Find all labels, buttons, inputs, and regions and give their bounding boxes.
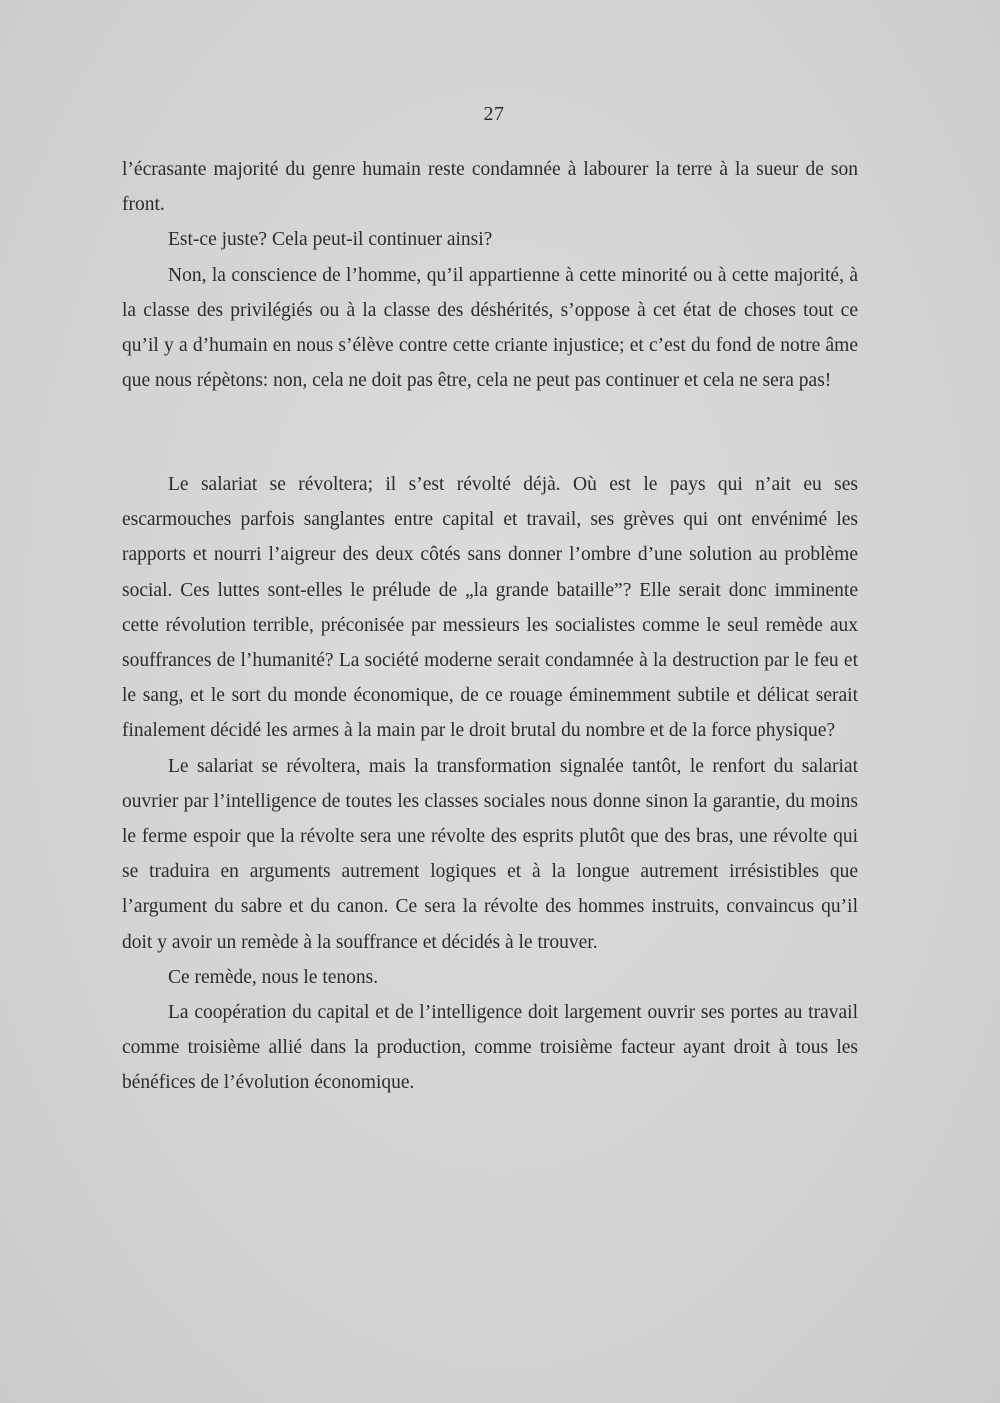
paragraph-2: Est-ce juste? Cela peut-il continuer ainsi? — [168, 229, 493, 251]
paragraph-5: Le salariat se révoltera, mais la transformation signalée tantôt, le renfort du salariat ouvrier par l’intelligence de toutes les classes sociales nous donne sinon la garantie, du moins le ferme espoir que la révolte sera une révolte des esprits plutôt que des bras, une révolte qui se traduira en arguments autrement logiques et à la longue autrement irrésistibles que l’argument du sabre et du canon. Ce sera la révolte des hommes instruits, convaincus qu’il doit y avoir un remède à la souffrance et décidés à le trouver. — [122, 755, 858, 953]
paragraph-6: Ce remède, nous le tenons. — [168, 966, 379, 988]
paragraph-7: La coopération du capital et de l’intelligence doit largement ouvrir ses portes au travail comme troisième allié dans la production, comme troisième facteur ayant droit à tous les bénéfices de l’évolution économique. — [122, 1002, 858, 1094]
paragraph-4: Le salariat se révoltera; il s’est révolté déjà. Où est le pays qui n’ait eu ses escarmouches parfois sanglantes entre capital et travail, ses grèves qui ont envénimé les rapports et nourri l’aigreur des deux côtés sans donner l’ombre d’une solution au problème social. Ces luttes sont-elles le prélude de „la grande bataille”? Elle serait donc imminente cette révolution terrible, préconisée par messieurs les socialistes comme le seul remède aux souffrances de l’humanité? La société moderne serait condamnée à la destruction par le feu et le sang, et le sort du monde économique, de ce rouage éminemment subtile et délicat serait finalement décidé les armes à la main par le droit brutal du nombre et de la force physique? — [122, 474, 858, 742]
page-number: 27 — [483, 103, 505, 125]
text-section-2 — [122, 467, 858, 1101]
text-section-1 — [122, 152, 858, 398]
paragraph-1: l’écrasante majorité du genre humain reste condamnée à labourer la terre à la sueur de son front. — [122, 159, 858, 216]
paragraph-3: Non, la conscience de l’homme, qu’il appartienne à cette minorité ou à cette majorité, à la classe des privilégiés ou à la classe des déshérités, s’oppose à cet état de choses tout ce qu’il y a d’humain en nous s’élève contre cette criante injustice; et c’est du fond de notre âme que nous répètons: non, cela ne doit pas être, cela ne peut pas continuer et cela ne sera pas! — [122, 264, 858, 392]
